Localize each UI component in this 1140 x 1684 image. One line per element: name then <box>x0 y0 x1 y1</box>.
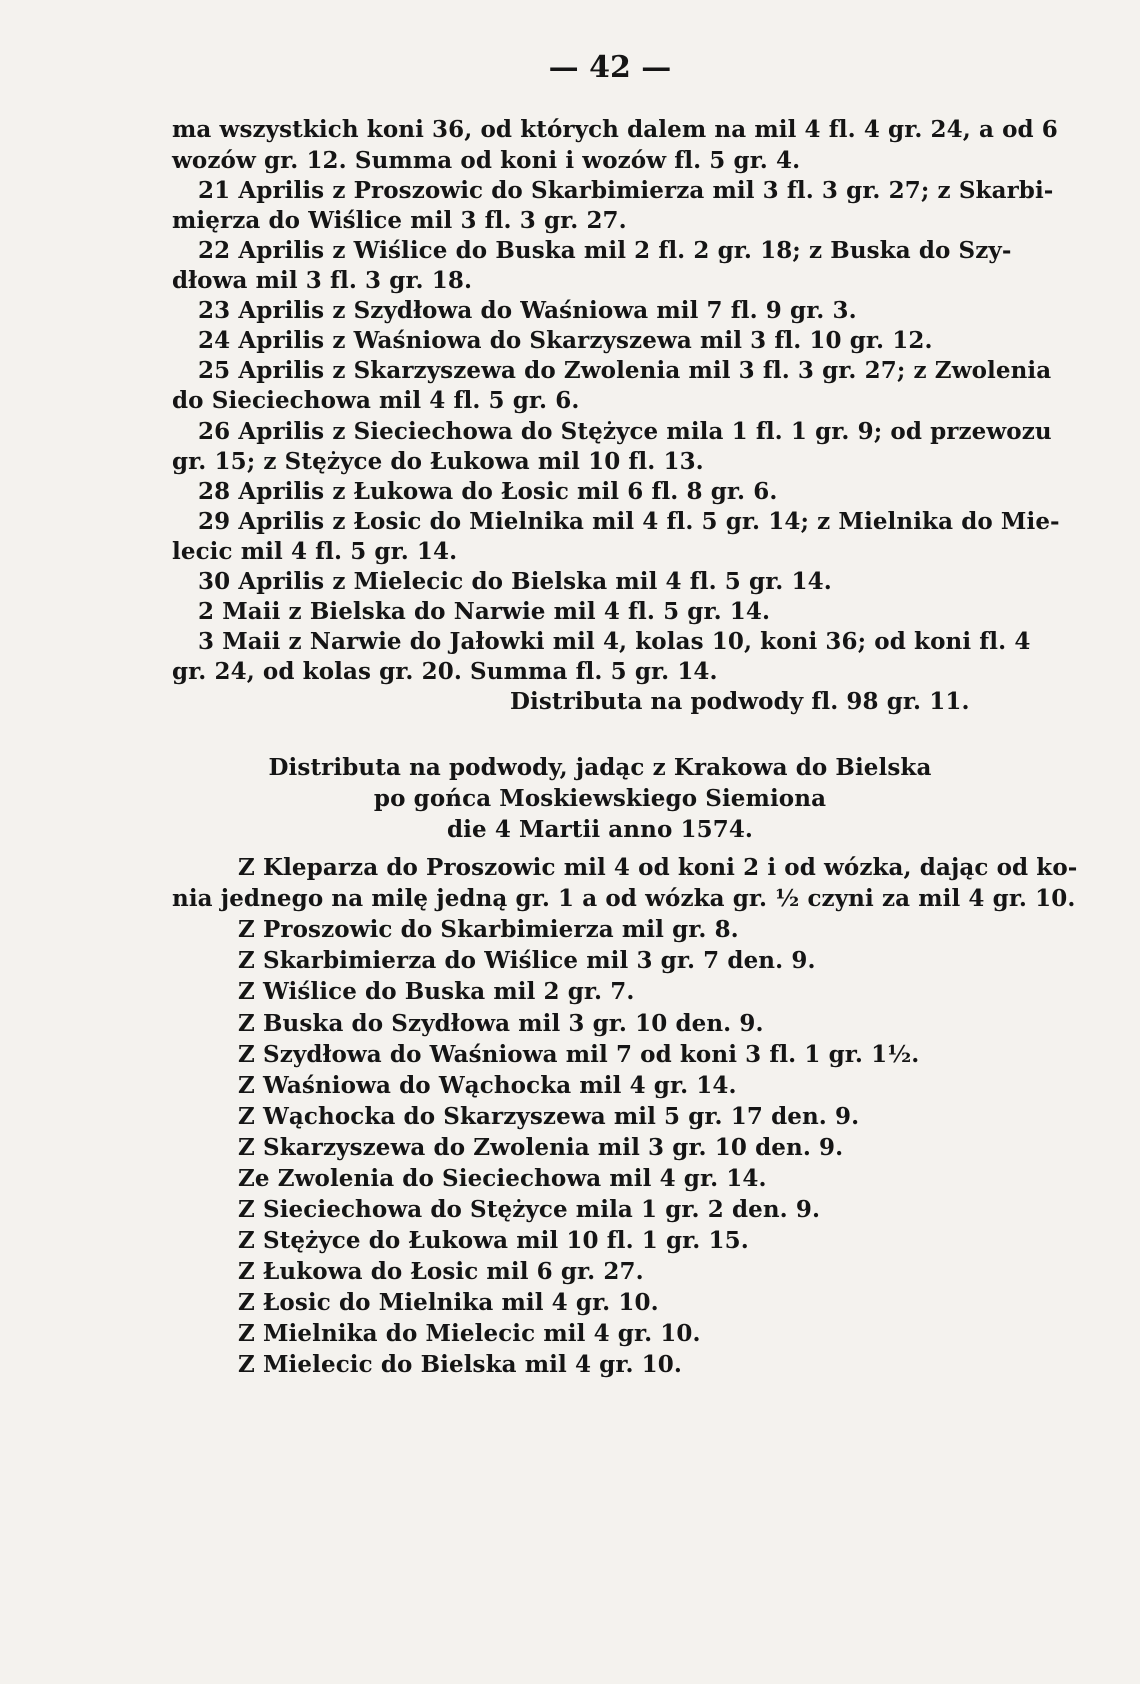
text-line: 22 Aprilis z Wiślice do Buska mil 2 fl. 2 gr. 18; z Buska do Szy- <box>198 237 1012 264</box>
section-total: Distributa na podwody fl. 98 gr. 11. <box>510 688 970 715</box>
list-item: Z Proszowic do Skarbimierza mil gr. 8. <box>238 916 739 943</box>
text-line: gr. 24, od kolas gr. 20. Summa fl. 5 gr. 14. <box>172 658 718 685</box>
text-line: 28 Aprilis z Łukowa do Łosic mil 6 fl. 8 gr. 6. <box>198 478 778 505</box>
text-line: mięrza do Wiślice mil 3 fl. 3 gr. 27. <box>172 207 627 234</box>
text-line: 24 Aprilis z Waśniowa do Skarzyszewa mil 3 fl. 10 gr. 12. <box>198 327 933 354</box>
text-line: lecic mil 4 fl. 5 gr. 14. <box>172 538 458 565</box>
list-item: Z Szydłowa do Waśniowa mil 7 od koni 3 fl. 1 gr. 1½. <box>238 1041 920 1068</box>
list-item: Z Mielnika do Mielecic mil 4 gr. 10. <box>238 1320 701 1347</box>
text-line: nia jednego na milę jedną gr. 1 a od wózka gr. ½ czyni za mil 4 gr. 10. <box>172 885 1076 912</box>
list-item: Z Buska do Szydłowa mil 3 gr. 10 den. 9. <box>238 1010 764 1037</box>
text-line: do Sieciechowa mil 4 fl. 5 gr. 6. <box>172 387 580 414</box>
list-item: Z Skarbimierza do Wiślice mil 3 gr. 7 den. 9. <box>238 947 816 974</box>
text-line: 23 Aprilis z Szydłowa do Waśniowa mil 7 fl. 9 gr. 3. <box>198 297 857 324</box>
list-item: Z Wiślice do Buska mil 2 gr. 7. <box>238 978 635 1005</box>
text-line: wozów gr. 12. Summa od koni i wozów fl. 5 gr. 4. <box>172 147 801 174</box>
list-item: Z Skarzyszewa do Zwolenia mil 3 gr. 10 den. 9. <box>238 1134 844 1161</box>
list-item: Z Stężyce do Łukowa mil 10 fl. 1 gr. 15. <box>238 1227 749 1254</box>
text-line: ma wszystkich koni 36, od których dalem na mil 4 fl. 4 gr. 24, a od 6 <box>172 116 1058 143</box>
text-line: 3 Maii z Narwie do Jałowki mil 4, kolas 10, koni 36; od koni fl. 4 <box>198 628 1031 655</box>
text-line: 2 Maii z Bielska do Narwie mil 4 fl. 5 gr. 14. <box>198 598 771 625</box>
list-item: Z Łosic do Mielnika mil 4 gr. 10. <box>238 1289 659 1316</box>
text-line: dłowa mil 3 fl. 3 gr. 18. <box>172 267 473 294</box>
text-line: 25 Aprilis z Skarzyszewa do Zwolenia mil 3 fl. 3 gr. 27; z Zwolenia <box>198 357 1052 384</box>
list-item: Z Wąchocka do Skarzyszewa mil 5 gr. 17 den. 9. <box>238 1103 860 1130</box>
section-heading: Distributa na podwody, jadąc z Krakowa do Bielska <box>268 754 932 781</box>
list-item: Z Sieciechowa do Stężyce mila 1 gr. 2 den. 9. <box>238 1196 821 1223</box>
text-line: 21 Aprilis z Proszowic do Skarbimierza mil 3 fl. 3 gr. 27; z Skarbi- <box>198 177 1054 204</box>
text-line: 30 Aprilis z Mielecic do Bielska mil 4 fl. 5 gr. 14. <box>198 568 832 595</box>
text-line: 29 Aprilis z Łosic do Mielnika mil 4 fl. 5 gr. 14; z Mielnika do Mie- <box>198 508 1060 535</box>
list-item: Z Mielecic do Bielska mil 4 gr. 10. <box>238 1351 682 1378</box>
text-line: gr. 15; z Stężyce do Łukowa mil 10 fl. 13. <box>172 448 704 475</box>
section-heading: die 4 Martii anno 1574. <box>446 816 754 843</box>
text-line: 26 Aprilis z Sieciechowa do Stężyce mila 1 fl. 1 gr. 9; od przewozu <box>198 418 1052 445</box>
list-item: Z Łukowa do Łosic mil 6 gr. 27. <box>238 1258 644 1285</box>
list-item: Z Waśniowa do Wąchocka mil 4 gr. 14. <box>238 1072 737 1099</box>
page-number: — 42 — <box>548 50 672 85</box>
text-line: Z Kleparza do Proszowic mil 4 od koni 2 i od wózka, dając od ko- <box>238 854 1078 881</box>
list-item: Ze Zwolenia do Sieciechowa mil 4 gr. 14. <box>238 1165 767 1192</box>
section-heading: po gońca Moskiewskiego Siemiona <box>373 785 827 812</box>
